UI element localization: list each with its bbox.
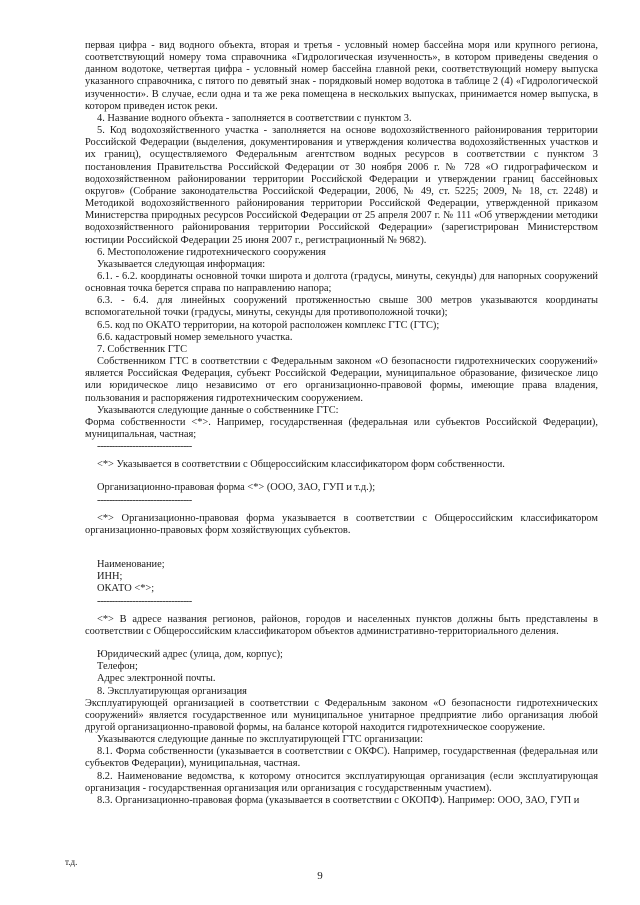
- heading-item-8: 8. Эксплуатирующая организация: [97, 685, 247, 697]
- paragraph-item-6-6: 6.6. кадастровый номер земельного участка.: [97, 331, 293, 343]
- heading-item-6: 6. Местоположение гидротехнического сооружения: [97, 246, 326, 258]
- paragraph-info-intro: Указывается следующая информация:: [97, 258, 266, 270]
- paragraph-item-6-5: 6.5. код по ОКАТО территории, на которой расположен комплекс ГТС (ГТС);: [97, 319, 440, 331]
- paragraph-item-8-1: 8.1. Форма собственности (указывается в соответствии с ОКФС). Например, государственная (федеральная или субъектов Федерации), муниципальная, частная.: [85, 746, 598, 770]
- paragraph-operator-data-intro: Указываются следующие данные по эксплуатирующей ГТС организации:: [97, 734, 423, 746]
- footnote-divider: --------------------------------: [97, 441, 192, 453]
- page-number: 9: [317, 870, 323, 882]
- page-body: [85, 40, 598, 807]
- paragraph-operator-definition: Эксплуатирующей организацией в соответствии с Федеральным законом «О безопасности гидротехнических сооружений» является государственное или муниципальное унитарное предприятие либо организация любой другой организационно-правовой формы, на балансе которой находится гидротехническое сооружение.: [85, 697, 598, 733]
- footnote-ownership-form: <*> Указывается в соответствии с Общероссийским классификатором форм собственности.: [97, 459, 505, 471]
- paragraph-code-digits: первая цифра - вид водного объекта, вторая и третья - условный номер бассейна моря или крупного региона, соответствующий номеру тома справочника «Гидрологическая изученность», в котором приведены сведения о данном водотоке, четвертая цифра - условный номер бассейна главной реки, соответствующий номеру выпуска указанного справочника, с пятого по девятый знак - порядковый номер водотока в таблице 2 (4) «Гидрологической изученности». В случае, если одна и та же река помещена в нескольких выпусках, принимается номер выпуска, в котором приведен исток реки.: [85, 40, 598, 112]
- heading-item-7: 7. Собственник ГТС: [97, 343, 188, 355]
- paragraph-legal-form: Организационно-правовая форма <*> (ООО, ЗАО, ГУП и т.д.);: [97, 482, 376, 494]
- footnote-divider: --------------------------------: [97, 494, 192, 506]
- field-legal-address: Юридический адрес (улица, дом, корпус);: [97, 649, 283, 661]
- footer-continuation-note: т.д.: [65, 857, 78, 867]
- paragraph-item-8-2: 8.2. Наименование ведомства, к которому относится эксплуатирующая организация (если эксплуатирующая организация - государственная организация или организация с государственным участием).: [85, 770, 598, 794]
- paragraph-owner-data-intro: Указываются следующие данные о собственнике ГТС:: [97, 404, 339, 416]
- field-name: Наименование;: [97, 559, 165, 571]
- footnote-legal-form: <*> Организационно-правовая форма указывается в соответствии с Общероссийским классификатором организационно-правовых форм хозяйствующих субъектов.: [85, 512, 598, 536]
- field-inn: ИНН;: [97, 571, 123, 583]
- paragraph-item-6-3: 6.3. - 6.4. для линейных сооружений протяженностью свыше 300 метров указываются координаты вспомогательной точки (градусы, минуты, секунды для противоположной точки);: [85, 295, 598, 319]
- paragraph-owner-definition: Собственником ГТС в соответствии с Федеральным законом «О безопасности гидротехнических сооружений» является Российская Федерация, субъект Российской Федерации, муниципальное образование, физическое лицо или юридическое лицо независимо от его организационно-правовой формы, имеющие права владения, пользования и распоряжения гидротехническим сооружением.: [85, 356, 598, 404]
- footnote-address-names: <*> В адресе названия регионов, районов, городов и населенных пунктов должны быть представлены в соответствии с Общероссийским классификатором объектов административно-территориального деления.: [85, 613, 598, 637]
- footnote-divider: --------------------------------: [97, 595, 192, 607]
- field-email: Адрес электронной почты.: [97, 673, 216, 685]
- paragraph-item-5: 5. Код водохозяйственного участка - заполняется на основе водохозяйственного районирования территории Российской Федерации (выделения, документирования и утверждения количества водохозяйственных участков и их границ), осуществляемого Федеральным агентством водных ресурсов в соответствии с пунктом 3 постановления Правительства Российской Федерации от 30 ноября 2006 г. № 728 «О гидрографическом и водохозяйственном районировании территории Российской Федерации и утверждении границ бассейновых округов» (Собрание законодательства Российской Федерации, 2006, № 49, ст. 5225; 2009, № 18, ст. 2248) и Методикой водохозяйственного районирования территории Российской Федерации, утвержденной приказом Министерства природных ресурсов Российской Федерации от 25 апреля 2007 г. № 111 «Об утверждении методики водохозяйственного районирования территории Российской Федерации» (зарегистрирован Министерством юстиции Российской Федерации 25 июня 2007 г., регистрационный № 9682).: [85, 125, 598, 246]
- paragraph-item-4: 4. Название водного объекта - заполняется в соответствии с пунктом 3.: [97, 112, 412, 124]
- paragraph-item-6-1: 6.1. - 6.2. координаты основной точки широта и долгота (градусы, минуты, секунды) для напорных сооружений основная точка берется справа по направлению напора;: [85, 270, 598, 295]
- paragraph-ownership-form: Форма собственности <*>. Например, государственная (федеральная или субъектов Российской Федерации), муниципальная, частная;: [85, 416, 598, 440]
- field-okato: ОКАТО <*>;: [97, 583, 155, 595]
- field-phone: Телефон;: [97, 661, 138, 673]
- paragraph-item-8-3: 8.3. Организационно-правовая форма (указывается в соответствии с ОКОПФ). Например: ООО, ЗАО, ГУП и: [97, 794, 580, 806]
